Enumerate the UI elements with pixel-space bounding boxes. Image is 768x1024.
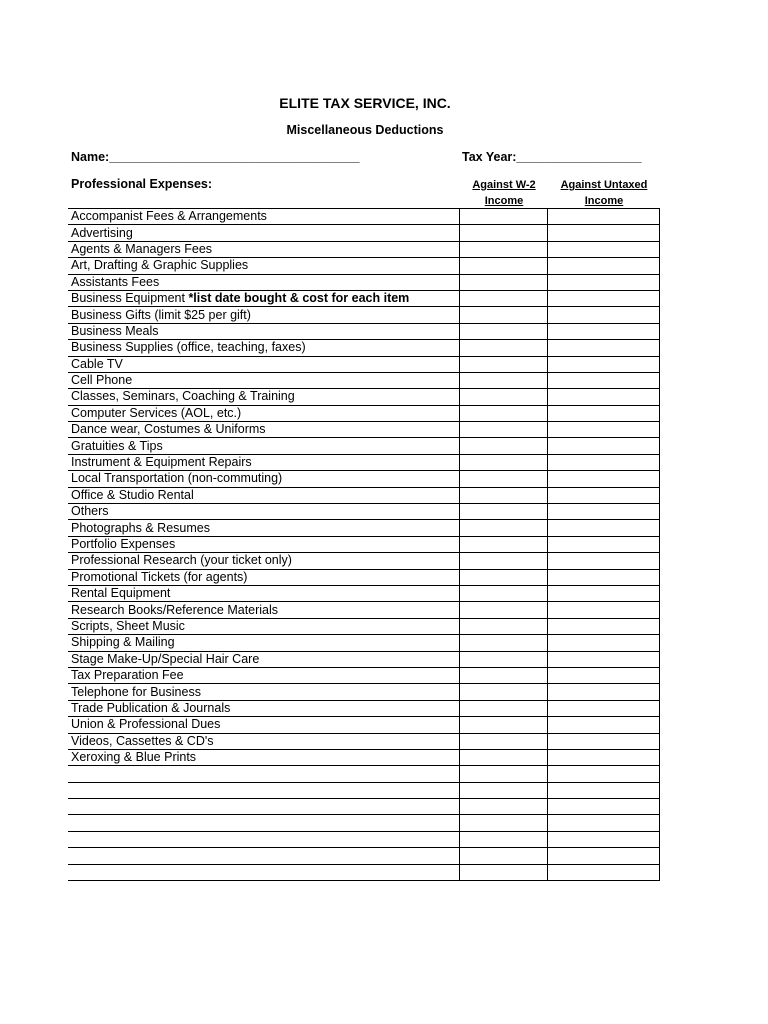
table-row [68,504,660,520]
w2-amount-cell[interactable] [460,536,548,552]
untaxed-amount-cell[interactable] [548,651,660,667]
table-row [68,602,660,618]
expense-category-cell [68,405,460,421]
untaxed-amount-cell[interactable] [548,504,660,520]
untaxed-amount-cell[interactable] [548,258,660,274]
untaxed-amount-cell[interactable] [548,520,660,536]
expense-category-cell [68,241,460,257]
w2-amount-cell[interactable] [460,274,548,290]
expense-category-label: Photographs & Resumes [71,520,210,535]
expense-category-label: Instrument & Equipment Repairs [71,455,252,470]
table-row [68,799,660,815]
expense-category-cell [68,274,460,290]
untaxed-amount-cell[interactable] [548,290,660,306]
expense-category-label: Telephone for Business [71,684,201,699]
w2-amount-cell[interactable] [460,372,548,388]
untaxed-amount-cell[interactable] [548,684,660,700]
untaxed-amount-cell[interactable] [548,405,660,421]
table-row [68,356,660,372]
table-row [68,618,660,634]
w2-amount-cell[interactable] [460,799,548,815]
w2-amount-cell[interactable] [460,290,548,306]
table-row [68,766,660,782]
w2-amount-cell[interactable] [460,782,548,798]
expense-category-cell [68,225,460,241]
untaxed-amount-cell[interactable] [548,749,660,765]
expense-category-cell [68,520,460,536]
expense-category-cell [68,487,460,503]
expense-category-cell [68,569,460,585]
untaxed-amount-cell[interactable] [548,585,660,601]
expense-category-cell [68,717,460,733]
w2-amount-cell[interactable] [460,225,548,241]
w2-amount-cell[interactable] [460,766,548,782]
expense-category-label: Research Books/Reference Materials [71,602,279,617]
expense-category-cell [68,684,460,700]
tax-year-field-label: Tax Year:__________________ [462,150,642,164]
section-heading: Professional Expenses: [71,177,213,191]
table-row [68,340,660,356]
column-header-untaxed-line2: Income [584,195,624,207]
expense-category-cell [68,209,460,225]
w2-amount-cell[interactable] [460,667,548,683]
expense-category-label: Rental Equipment [71,586,171,601]
untaxed-amount-cell[interactable] [548,733,660,749]
table-row [68,258,660,274]
expense-category-label: Business Supplies (office, teaching, faxes) [71,340,306,355]
w2-amount-cell[interactable] [460,684,548,700]
untaxed-amount-cell[interactable] [548,831,660,847]
w2-amount-cell[interactable] [460,733,548,749]
table-row [68,323,660,339]
expense-category-cell [68,454,460,470]
expense-category-label: Agents & Managers Fees [71,241,213,256]
table-row [68,372,660,388]
untaxed-amount-cell[interactable] [548,454,660,470]
expense-category-label: Promotional Tickets (for agents) [71,569,248,584]
untaxed-amount-cell[interactable] [548,438,660,454]
w2-amount-cell[interactable] [460,864,548,880]
expense-category-cell [68,667,460,683]
expense-category-cell [68,749,460,765]
untaxed-amount-cell[interactable] [548,422,660,438]
table-row [68,422,660,438]
expense-category-label: Portfolio Expenses [71,537,176,551]
w2-amount-cell[interactable] [460,356,548,372]
form-title: Miscellaneous Deductions [286,123,444,137]
w2-amount-cell[interactable] [460,307,548,323]
expense-category-note: *list date bought & cost for each item [188,291,410,306]
table-row [68,454,660,470]
expense-category-cell [68,831,460,847]
untaxed-amount-cell[interactable] [548,389,660,405]
w2-amount-cell[interactable] [460,438,548,454]
expense-category-label: Business Meals [71,323,159,338]
expense-category-label: Accompanist Fees & Arrangements [71,209,267,224]
expense-category-cell [68,471,460,487]
expense-category-label: Tax Preparation Fee [71,668,184,683]
untaxed-amount-cell[interactable] [548,536,660,552]
w2-amount-cell[interactable] [460,717,548,733]
expense-category-label: Office & Studio Rental [71,487,194,502]
untaxed-amount-cell[interactable] [548,323,660,339]
w2-amount-cell[interactable] [460,569,548,585]
expense-category-cell [68,372,460,388]
column-header-untaxed [550,177,658,209]
table-row [68,471,660,487]
expense-category-label: Scripts, Sheet Music [71,618,185,633]
table-row [68,585,660,601]
expense-category-cell [68,782,460,798]
w2-amount-cell[interactable] [460,504,548,520]
expense-category-cell [68,700,460,716]
w2-amount-cell[interactable] [460,340,548,356]
untaxed-amount-cell[interactable] [548,471,660,487]
w2-amount-cell[interactable] [460,700,548,716]
untaxed-amount-cell[interactable] [548,241,660,257]
expense-category-label: Others [71,504,109,519]
untaxed-amount-cell[interactable] [548,766,660,782]
expense-category-cell [68,766,460,782]
expense-category-label: Computer Services (AOL, etc.) [71,405,242,420]
table-row [68,569,660,585]
w2-amount-cell[interactable] [460,471,548,487]
expense-category-label: Professional Research (your ticket only) [71,553,292,568]
expense-category-label: Shipping & Mailing [71,635,175,650]
table-row [68,848,660,864]
table-row [68,290,660,306]
table-row [68,831,660,847]
expense-category-label: Business Gifts (limit $25 per gift) [71,307,251,322]
expense-category-cell [68,585,460,601]
expense-category-cell [68,848,460,864]
untaxed-amount-cell[interactable] [548,635,660,651]
w2-amount-cell[interactable] [460,241,548,257]
w2-amount-cell[interactable] [460,602,548,618]
table-row [68,553,660,569]
column-header-w2 [462,177,546,209]
untaxed-amount-cell[interactable] [548,307,660,323]
expense-category-cell [68,536,460,552]
expense-category-cell [68,438,460,454]
table-row [68,684,660,700]
expense-category-cell [68,553,460,569]
column-header-untaxed-line1: Against Untaxed [560,179,648,191]
untaxed-amount-cell[interactable] [548,225,660,241]
table-row [68,274,660,290]
expense-category-label: Local Transportation (non-commuting) [71,471,283,486]
w2-amount-cell[interactable] [460,585,548,601]
w2-amount-cell[interactable] [460,651,548,667]
untaxed-amount-cell[interactable] [548,209,660,225]
expense-category-label: Business Equipment [71,291,189,306]
table-row [68,438,660,454]
w2-amount-cell[interactable] [460,553,548,569]
w2-amount-cell[interactable] [460,405,548,421]
expense-category-cell [68,340,460,356]
w2-amount-cell[interactable] [460,323,548,339]
expense-category-cell [68,864,460,880]
expense-category-label: Advertising [71,225,133,240]
company-title: ELITE TAX SERVICE, INC. [279,95,451,111]
table-row [68,209,660,225]
expense-table [68,208,660,881]
w2-amount-cell[interactable] [460,258,548,274]
table-row [68,717,660,733]
table-row [68,749,660,765]
table-row [68,635,660,651]
w2-amount-cell[interactable] [460,389,548,405]
untaxed-amount-cell[interactable] [548,700,660,716]
expense-category-cell [68,307,460,323]
column-header-w2-line1: Against W-2 [472,179,536,191]
table-row [68,651,660,667]
table-row [68,307,660,323]
table-row [68,225,660,241]
w2-amount-cell[interactable] [460,815,548,831]
expense-category-cell [68,602,460,618]
expense-category-cell [68,815,460,831]
w2-amount-cell[interactable] [460,422,548,438]
table-row [68,700,660,716]
expense-category-cell [68,290,460,306]
expense-category-label: Trade Publication & Journals [71,700,231,715]
untaxed-amount-cell[interactable] [548,717,660,733]
untaxed-amount-cell[interactable] [548,848,660,864]
expense-category-label: Videos, Cassettes & CD's [71,733,214,748]
untaxed-amount-cell[interactable] [548,864,660,880]
table-row [68,487,660,503]
w2-amount-cell[interactable] [460,848,548,864]
untaxed-amount-cell[interactable] [548,618,660,634]
expense-category-cell [68,651,460,667]
expense-category-label: Stage Make-Up/Special Hair Care [71,651,260,666]
expense-category-cell [68,733,460,749]
expense-category-cell [68,356,460,372]
w2-amount-cell[interactable] [460,487,548,503]
untaxed-amount-cell[interactable] [548,602,660,618]
table-row [68,405,660,421]
expense-category-cell [68,635,460,651]
untaxed-amount-cell[interactable] [548,667,660,683]
untaxed-amount-cell[interactable] [548,799,660,815]
table-row [68,782,660,798]
expense-category-label: Dance wear, Costumes & Uniforms [71,422,266,437]
untaxed-amount-cell[interactable] [548,356,660,372]
expense-category-cell [68,422,460,438]
w2-amount-cell[interactable] [460,618,548,634]
column-header-w2-line2: Income [484,195,524,207]
expense-category-label: Gratuities & Tips [71,438,163,453]
untaxed-amount-cell[interactable] [548,553,660,569]
w2-amount-cell[interactable] [460,520,548,536]
expense-category-cell [68,618,460,634]
table-row [68,667,660,683]
expense-category-label: Union & Professional Dues [71,717,221,732]
w2-amount-cell[interactable] [460,454,548,470]
w2-amount-cell[interactable] [460,635,548,651]
expense-category-cell [68,799,460,815]
table-row [68,520,660,536]
expense-category-label: Art, Drafting & Graphic Supplies [71,258,249,273]
w2-amount-cell[interactable] [460,831,548,847]
table-row [68,733,660,749]
expense-category-label: Assistants Fees [71,274,160,289]
expense-category-label: Cell Phone [71,373,133,388]
table-row [68,815,660,831]
name-field-label: Name:____________________________________ [71,150,360,164]
table-row [68,241,660,257]
table-row [68,536,660,552]
w2-amount-cell[interactable] [460,749,548,765]
table-row [68,389,660,405]
expense-category-label: Classes, Seminars, Coaching & Training [71,389,295,404]
expense-category-label: Xeroxing & Blue Prints [71,750,197,765]
untaxed-amount-cell[interactable] [548,487,660,503]
expense-category-cell [68,389,460,405]
untaxed-amount-cell[interactable] [548,274,660,290]
expense-category-label: Cable TV [71,356,123,371]
untaxed-amount-cell[interactable] [548,340,660,356]
w2-amount-cell[interactable] [460,209,548,225]
untaxed-amount-cell[interactable] [548,372,660,388]
untaxed-amount-cell[interactable] [548,815,660,831]
expense-category-cell [68,258,460,274]
expense-table-body [68,209,660,881]
untaxed-amount-cell[interactable] [548,569,660,585]
table-row [68,864,660,880]
expense-category-cell [68,504,460,520]
expense-category-cell [68,323,460,339]
untaxed-amount-cell[interactable] [548,782,660,798]
